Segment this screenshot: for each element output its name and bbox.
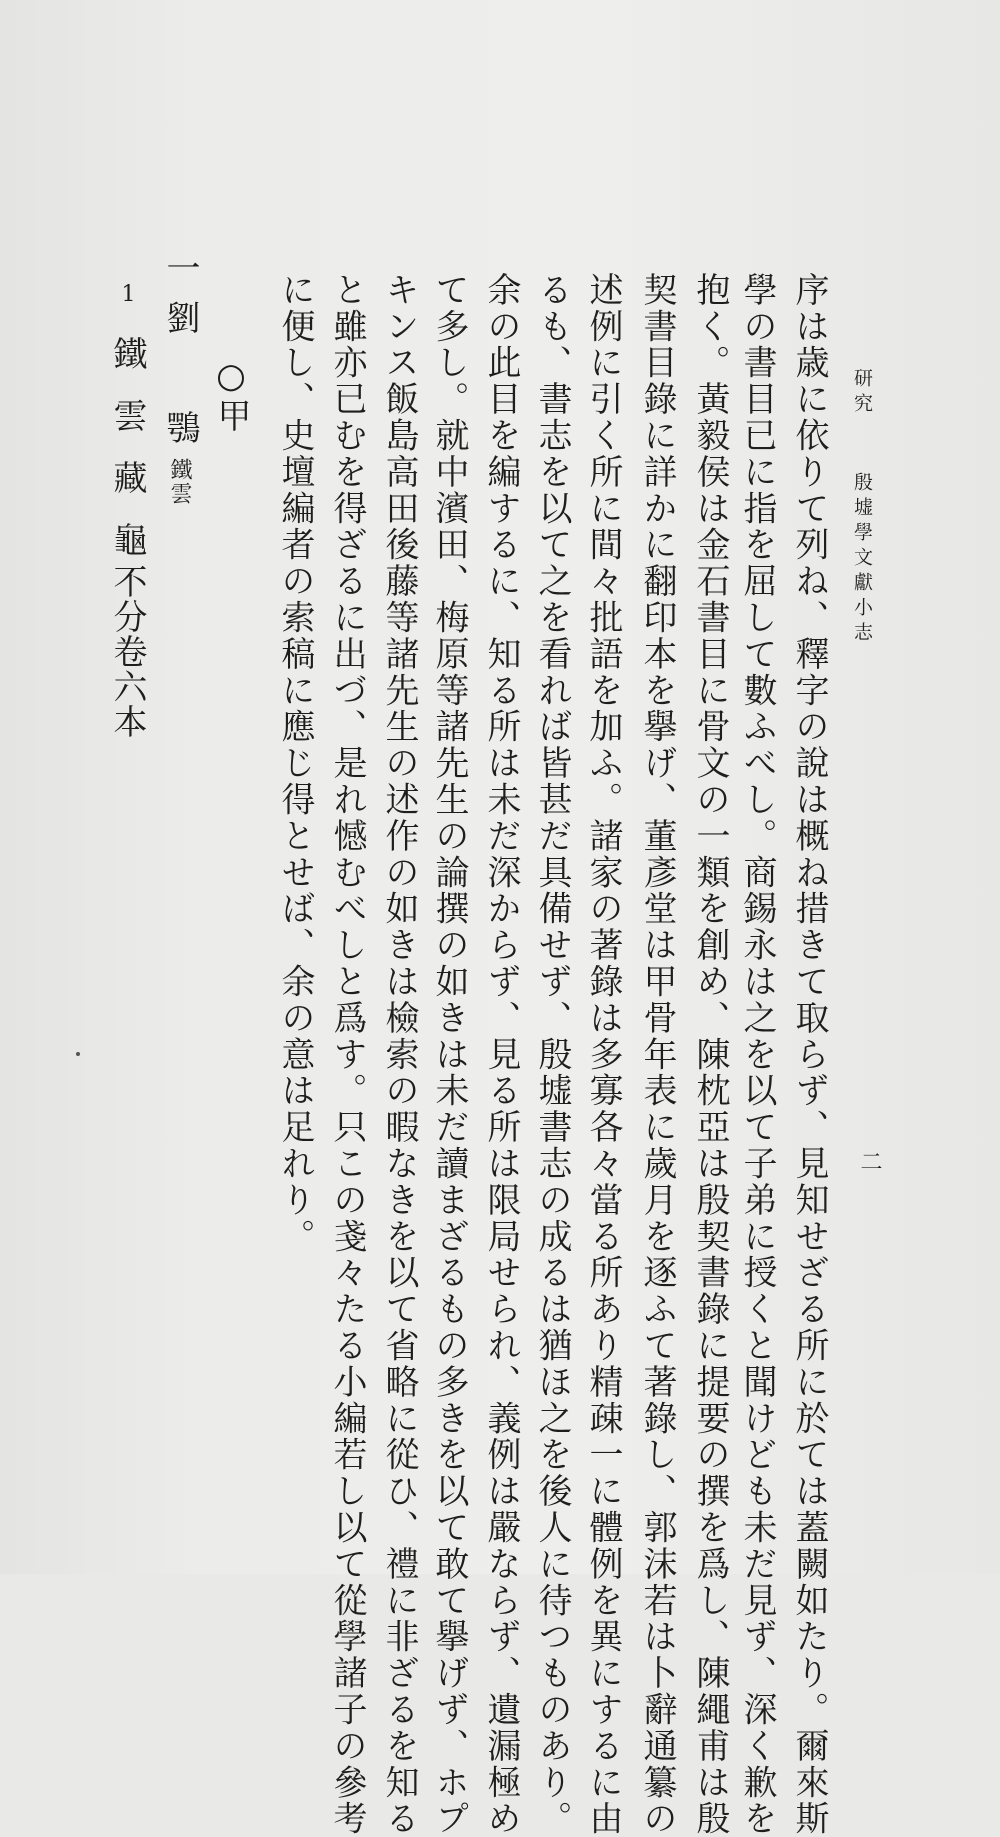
body-line: 余の此目を編するに、知る所は未だ深からず、見る所は限局せられ、義例は嚴ならず、遺漏極め <box>481 272 521 1837</box>
body-line: るも、書志を以て之を看れば皆甚だ具備せず、殷墟書志の成るは猶ほ之を後人に待つものあり。 <box>532 272 572 1837</box>
item-title: 鐵雲藏龜 <box>107 336 147 584</box>
header-section: 研究 <box>851 368 873 418</box>
body-line: 契書目錄に詳かに翻印本を擧げ、董彥堂は甲骨年表に歲月を逐ふて著錄し、郭沫若は卜辭通纂の <box>637 272 677 1837</box>
entry-author-note: 鐵雲 <box>167 458 192 506</box>
entry-author-name: 鶚 <box>160 410 200 444</box>
page-number: 二 <box>857 1150 882 1172</box>
header-title: 殷墟學文獻小志 <box>851 472 873 647</box>
body-line: に便し、史壇編者の索稿に應じ得とせば、余の意は足れり。 <box>275 272 315 1255</box>
body-line: 述例に引く所に間々批語を加ふ。諸家の著錄は多寡各々當る所あり精疎一に體例を異にするに由 <box>583 272 623 1837</box>
body-line: 序は歳に依りて列ね、釋字の說は概ね措きて取らず、見知せざる所に於ては蓋闕如たり。爾來斯 <box>789 272 829 1837</box>
body-line: 抱く。黃毅侯は金石書目に骨文の一類を創め、陳枕亞は殷契書錄に提要の撰を爲し、陳繩甫は殷 <box>690 272 730 1837</box>
entry-author-surname: 劉 <box>160 300 200 334</box>
paper-speck <box>76 1052 80 1056</box>
item-volumes: 不分卷六本 <box>107 564 147 739</box>
entry-number: 一 <box>160 250 200 284</box>
section-marker: ○甲 <box>211 356 251 434</box>
item-number: 1 <box>116 282 141 307</box>
body-line: て多し。就中濱田、梅原等諸先生の論撰の如きは未だ讀まざるもの多きを以て敢て擧げず、ホプ <box>429 272 469 1837</box>
body-line: と雖亦已むを得ざるに出づ、是れ憾むべしと爲す。只この戔々たる小編若し以て從學諸子の參考 <box>327 272 367 1837</box>
body-line: キンス飯島高田後藤等諸先生の述作の如きは檢索の暇なきを以て省略に從ひ、禮に非ざるを知る <box>379 272 419 1837</box>
running-header <box>852 368 871 647</box>
body-line: 學の書目已に指を屈して數ふべし。商錫永は之を以て子弟に授くと聞けども未だ見ず、深く歉を <box>737 272 777 1837</box>
